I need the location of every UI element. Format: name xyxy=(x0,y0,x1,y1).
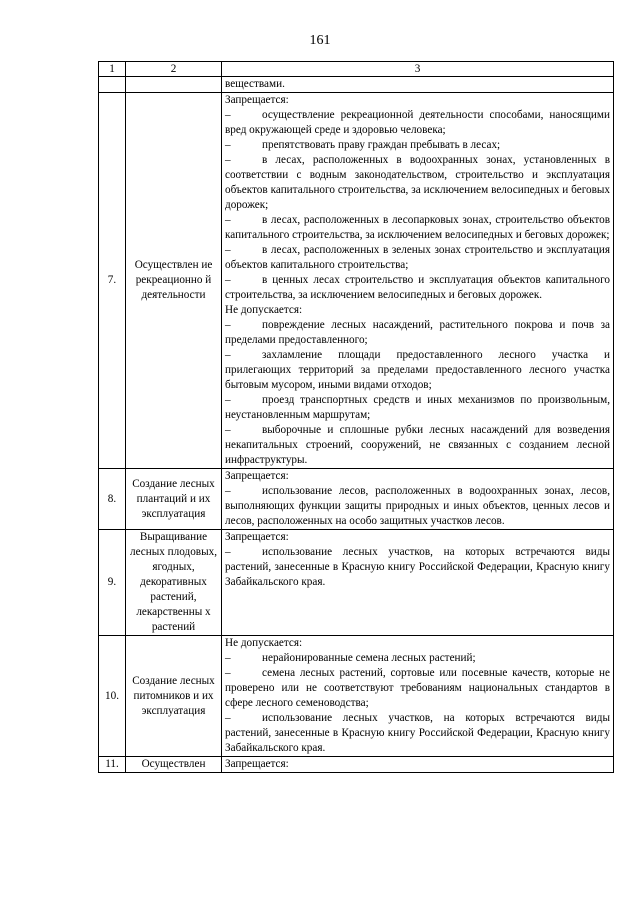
restriction-item xyxy=(225,393,610,423)
restriction-text: повреждение лесных насаждений, растительного покрова и почв за пределами предоставленного; xyxy=(225,319,610,346)
restriction-heading: Запрещается: xyxy=(225,94,289,106)
row-restrictions xyxy=(222,530,614,636)
restriction-text: использование лесов, расположенных в водоохранных зонах, лесов, выполняющих функции защиты природных и иных объектов, ценных лесов и лесов, расположенных на особо защитных участков лесов. xyxy=(225,485,610,527)
row-number: 8. xyxy=(99,469,126,530)
table-row xyxy=(99,757,614,773)
restriction-item xyxy=(225,213,610,243)
restriction-text: в лесах, расположенных в зеленых зонах строительство и эксплуатация объектов капитального строительства; xyxy=(225,244,610,271)
restriction-item xyxy=(225,651,610,666)
table-header-row xyxy=(99,62,614,77)
list-dash: – xyxy=(225,109,231,121)
list-dash: – xyxy=(225,349,231,361)
continuation-activity-cell xyxy=(126,77,222,93)
table-row xyxy=(99,530,614,636)
restriction-text: семена лесных растений, сортовые или посевные качеств, которые не проверено или не соответствуют требованиям национальных стандартов в сфере лесного семеноводства; xyxy=(225,667,610,709)
row-restrictions xyxy=(222,93,614,469)
restriction-heading: Запрещается: xyxy=(225,758,289,770)
restriction-text: выборочные и сплошные рубки лесных насаждений для возведения некапитальных строений, сооружений, не связанных с созданием лесной инфраструктуры. xyxy=(225,424,610,466)
row-activity: Осуществлен xyxy=(126,757,222,773)
header-col-restrictions: 3 xyxy=(222,62,614,77)
restriction-item xyxy=(225,318,610,348)
row-restrictions xyxy=(222,757,614,773)
row-restrictions xyxy=(222,636,614,757)
table-row xyxy=(99,469,614,530)
list-dash: – xyxy=(225,244,231,256)
row-restrictions xyxy=(222,469,614,530)
restriction-item xyxy=(225,273,610,303)
header-col-number: 1 xyxy=(99,62,126,77)
list-dash: – xyxy=(225,319,231,331)
restriction-item xyxy=(225,108,610,138)
restriction-text: в лесах, расположенных в водоохранных зонах, установленных в соответствии с водным законодательством, строительство и эксплуатация объектов капитального строительства, за исключением велосипедных и беговых дорожек; xyxy=(225,154,610,211)
restriction-text: проезд транспортных средств и иных механизмов по произвольным, неустановленным маршрутам; xyxy=(225,394,610,421)
restriction-text: нерайонированные семена лесных растений; xyxy=(262,652,476,664)
list-dash: – xyxy=(225,214,231,226)
row-number: 11. xyxy=(99,757,126,773)
page-number: 161 xyxy=(309,33,331,48)
list-dash: – xyxy=(225,546,231,558)
continuation-row xyxy=(99,77,614,93)
row-number: 10. xyxy=(99,636,126,757)
restriction-text: использование лесных участков, на которых встречаются виды растений, занесенные в Красную книгу Российской Федерации, Красную книгу Забайкальского края. xyxy=(225,712,610,754)
row-activity: Создание лесных питомников и их эксплуатация xyxy=(126,636,222,757)
row-activity: Выращивание лесных плодовых, ягодных, декоративных растений, лекарственны х растений xyxy=(126,530,222,636)
list-dash: – xyxy=(225,139,231,151)
header-col-activity: 2 xyxy=(126,62,222,77)
row-number: 7. xyxy=(99,93,126,469)
list-dash: – xyxy=(225,712,231,724)
row-number: 9. xyxy=(99,530,126,636)
restriction-item xyxy=(225,153,610,213)
restriction-item xyxy=(225,666,610,711)
continuation-number-cell xyxy=(99,77,126,93)
restriction-heading: Не допускается: xyxy=(225,304,303,316)
list-dash: – xyxy=(225,154,231,166)
restriction-item xyxy=(225,348,610,393)
list-dash: – xyxy=(225,667,231,679)
restriction-item xyxy=(225,484,610,529)
row-activity: Осуществлен ие рекреационно й деятельности xyxy=(126,93,222,469)
continuation-text-cell xyxy=(222,77,614,93)
restriction-text: использование лесных участков, на которых встречаются виды растений, занесенные в Красную книгу Российской Федерации, Красную книгу Забайкальского края. xyxy=(225,546,610,588)
continuation-text: веществами. xyxy=(225,78,285,90)
restriction-heading: Не допускается: xyxy=(225,637,303,649)
restriction-text: препятствовать праву граждан пребывать в лесах; xyxy=(262,139,501,151)
restriction-item xyxy=(225,138,610,153)
restriction-heading: Запрещается: xyxy=(225,470,289,482)
list-dash: – xyxy=(225,485,231,497)
list-dash: – xyxy=(225,274,231,286)
table-row xyxy=(99,93,614,469)
restriction-text: осуществление рекреационной деятельности способами, наносящими вред окружающей среде и здоровью человека; xyxy=(225,109,610,136)
list-dash: – xyxy=(225,394,231,406)
document-table xyxy=(98,61,614,773)
restriction-text: захламление площади предоставленного лесного участка и прилегающих территорий за пределами предоставленного лесного участка бытовым мусором, иными видами отходов; xyxy=(225,349,610,391)
restriction-item xyxy=(225,243,610,273)
row-activity: Создание лесных плантаций и их эксплуатация xyxy=(126,469,222,530)
restriction-heading: Запрещается: xyxy=(225,531,289,543)
table-row xyxy=(99,636,614,757)
list-dash: – xyxy=(225,652,231,664)
restriction-item xyxy=(225,711,610,756)
restriction-item xyxy=(225,545,610,590)
list-dash: – xyxy=(225,424,231,436)
restriction-text: в лесах, расположенных в лесопарковых зонах, строительство объектов капитального строительства, за исключением велосипедных и беговых дорожек; xyxy=(225,214,610,241)
restriction-text: в ценных лесах строительство и эксплуатация объектов капитального строительства, за исключением велосипедных и беговых дорожек. xyxy=(225,274,610,301)
restriction-item xyxy=(225,423,610,468)
